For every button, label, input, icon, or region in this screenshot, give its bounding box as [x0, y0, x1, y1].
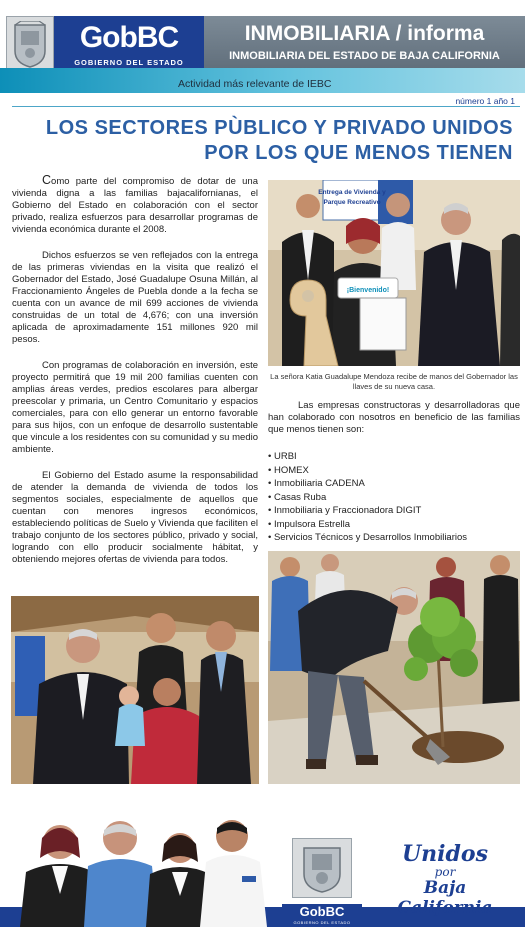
photo-tree-planting [268, 551, 520, 784]
slogan-line-1: Unidos [402, 841, 488, 867]
paragraph-4: El Gobierno del Estado asume la responsabilidad de atender la demanda de vivienda de todos los segmentos sociales, especialmente de aquellos que cuentan con menores ingresos económicos, estableciendo políticas de Suelo y Vivienda que faciliten el trabajo conjunto de los sectores público, privado y social, logrando con ello producir socialmente hábitat, y obteniendo mejores ofertas de vivienda para todos. [12, 470, 258, 565]
tagline: Actividad más relevante de IEBC [178, 78, 332, 90]
divider [12, 106, 520, 107]
list-item: • URBI [268, 450, 520, 464]
article-headline [13, 116, 513, 166]
slogan [380, 842, 510, 918]
left-column [12, 174, 258, 580]
newsletter-title: INMOBILIARIA / informa [244, 22, 485, 45]
paragraph-1 [12, 174, 258, 236]
headline-line-2: POR LOS QUE MENOS TIENEN [204, 142, 513, 164]
newsletter-footer [0, 806, 525, 927]
slogan-line-2: por [434, 865, 456, 879]
logo-text: GobBC [79, 21, 179, 54]
photo-key-handover [268, 180, 520, 366]
gobbc-footer-logo [282, 904, 362, 927]
logo-subtext: GOBIERNO DEL ESTADO [74, 58, 184, 67]
state-seal-icon [6, 16, 54, 74]
welcome-card-text: ¡Bienvenido! [346, 287, 390, 294]
event-sign-line-1: Entrega de Vivienda y [318, 189, 386, 196]
slogan-line-3: Baja California [397, 878, 493, 918]
gobbc-logo [54, 16, 204, 74]
list-item: • Servicios Técnicos y Desarrollos Inmobiliarios [268, 531, 520, 545]
list-item: • Inmobiliaria CADENA [268, 477, 520, 491]
newsletter-subtitle: INMOBILIARIA DEL ESTADO DE BAJA CALIFORNIA [229, 50, 500, 62]
paragraph-2: Dichos esfuerzos se ven reflejados con la entrega de las primeras viviendas en la visita que realizó el Gobernador del Estado, José Guadalupe Osuna Millán, al Fraccionamiento Ángeles de Puebla donde a la fecha se cuenta con un avance de mil 699 acciones de vivienda construidas de un total de 4,676; con una inversión aplicada de aproximadamente 151 millones 920 mil pesos. [12, 250, 258, 345]
drop-cap: C [42, 173, 52, 187]
footer-logo-text: GobBC [299, 904, 345, 919]
list-item: • Casas Ruba [268, 491, 520, 505]
team-photo [12, 814, 267, 927]
list-item: • Impulsora Estrella [268, 518, 520, 532]
list-item: • Inmobiliaria y Fraccionadora DIGIT [268, 504, 520, 518]
newsletter-title-box [204, 16, 525, 74]
headline-line-1: LOS SECTORES PÙBLICO Y PRIVADO UNIDOS [45, 117, 513, 139]
photo-governor-family [11, 596, 259, 784]
state-seal-icon [292, 838, 352, 898]
paragraph-1-text: omo parte del compromiso de dotar de una vivienda digna a las familias bajacalifornianas, el Gobierno del Estado en colaboración con el sector privado, realiza esfuerzos para desarrollar programas de vivienda económica durante el 2008. [12, 176, 258, 235]
newsletter-header [0, 0, 525, 95]
issue-number: número 1 año 1 [455, 96, 515, 106]
tagline-bar [0, 68, 525, 93]
footer-logo-subtext: GOBIERNO DEL ESTADO [293, 920, 351, 925]
companies-intro: Las empresas constructoras y desarrolladoras que han colaborado con nosotros en beneficio de las familias que menos tienen son: [268, 400, 520, 435]
list-item: • HOMEX [268, 464, 520, 478]
paragraph-3: Con programas de colaboración en inversión, este proyecto permitirá que 19 mil 200 familias cuenten con amplias áreas verdes, predios escolares para albergar preescolar y primaria, un Centro Comunitario y espacios comerciales, para con ello generar un entorno favorable para sus hijos, con un enfoque de desarrollo sustentable que vincule a los residentes con su comunidad y su medio ambiente. [12, 360, 258, 455]
companies-list [268, 450, 520, 545]
photo-caption: La señora Katia Guadalupe Mendoza recibe de manos del Gobernador las llaves de su nueva casa. [270, 372, 518, 391]
event-sign-line-2: Parque Recreativo [323, 199, 381, 206]
